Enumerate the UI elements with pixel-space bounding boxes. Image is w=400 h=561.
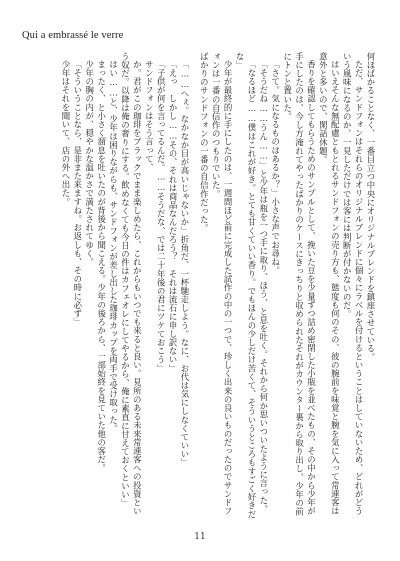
paragraph: 「そういうことなら、是非また来ますね。お返しも、その時に必ず」 <box>72 60 83 327</box>
paragraph: 香りを確認してもらうためのサンプルとして、挽いた豆を少量ずつ詰め密閉した小瓶を並べたもの、その中から少年が手にしたのは、今し方淹れてやったばかりのケースにきっちりと収められたそれがカウンター裏から取り出し、少年の前にトンと置いた。 <box>282 52 317 516</box>
paragraph: まったく、と小さく溜息を吐いたのが背後から聞こえる。少年の後ろから、一部始終を見ていた他の客だ。 <box>96 60 107 473</box>
paragraph: はいえそんな無配慮ともとれるサンドフォンの売り方も、態度も何のその、彼の腕前を味覚と腕を気に入って常連客は意外と多いので、閑話休題。 <box>318 52 341 516</box>
paragraph: 何ほばかることなく、一番目立つ中央にオリジナルブレンドを鎮座させている。 <box>366 52 376 362</box>
text-column-left <box>24 52 190 520</box>
running-title: Qui a embrassé le verre <box>22 30 124 41</box>
paragraph: 「えっ しかし……その、それは商品なんだろう？ それは流石に申し訳ない」 <box>168 60 179 373</box>
text-column-right <box>199 52 376 520</box>
paragraph: 少年の胸の内が、穏やかな温かさで満たされてゆく。 <box>84 60 95 267</box>
paragraph: 少年が最終的に手にしたのは、一週間ほど前に完成した試作の中の一つで、珍しく出来の良いものだったのでサンドフォンは一番の自信作のつもりでいた。 <box>211 52 234 516</box>
paragraph: 「そうだね……うん……」と少年は瓶を一つ手に取り、ほう、と息を吐く。それから何か思いついたように言った。 <box>258 60 269 514</box>
paragraph: サンドフォンはそう言って、 <box>144 60 155 173</box>
paragraph: ただ、サンドフォンはそれらのオリジナルブレンドに個々にラベルを付けるということはしていないため、どれがどういう風味になるのか、一見しただけでは客には判断が付かないのだ。 <box>342 52 365 516</box>
paragraph: 「さて。気になるものはあるか？」小さな声でお尋ね。 <box>270 60 281 276</box>
paragraph: か。君がこの珈琲をブラックでまま楽しめたら、これからもいつでも来ると良い。見所のある未来常連客への投資という奴だ。以降は俺の奢りにする。飲めなくても今日の件はカフェオレにしてやるから、俺に素直に甘えておくといい」 <box>120 52 143 516</box>
page-number: 11 <box>194 532 206 542</box>
paragraph: はい……と、少年は困りながらも、サンドフォンが差し出した珈琲カップを両手で受け取った。 <box>108 60 119 433</box>
paragraph: 「なるほど……僕はこれが好き。とても甘くていい香り。でもほんの少しだけ苦くて、そういうところもすごく好きだな」 <box>235 52 257 519</box>
paragraph: 「……へぇ。なかなか目が高いじゃないか」折角だ、一杯馳走しよう。なに、お代は気にしなくていい」 <box>180 60 190 468</box>
paragraph: 少年はそれを聞いて、店の外へ出た。 <box>60 60 71 207</box>
text-block <box>24 52 376 520</box>
paragraph: 「子供が何を言ってるんだ。……そうだな、では二十年後の君にツケておこう」 <box>156 60 167 373</box>
paragraph: ばかりのサンドフォンの一番の自信作だった。 <box>199 52 210 233</box>
